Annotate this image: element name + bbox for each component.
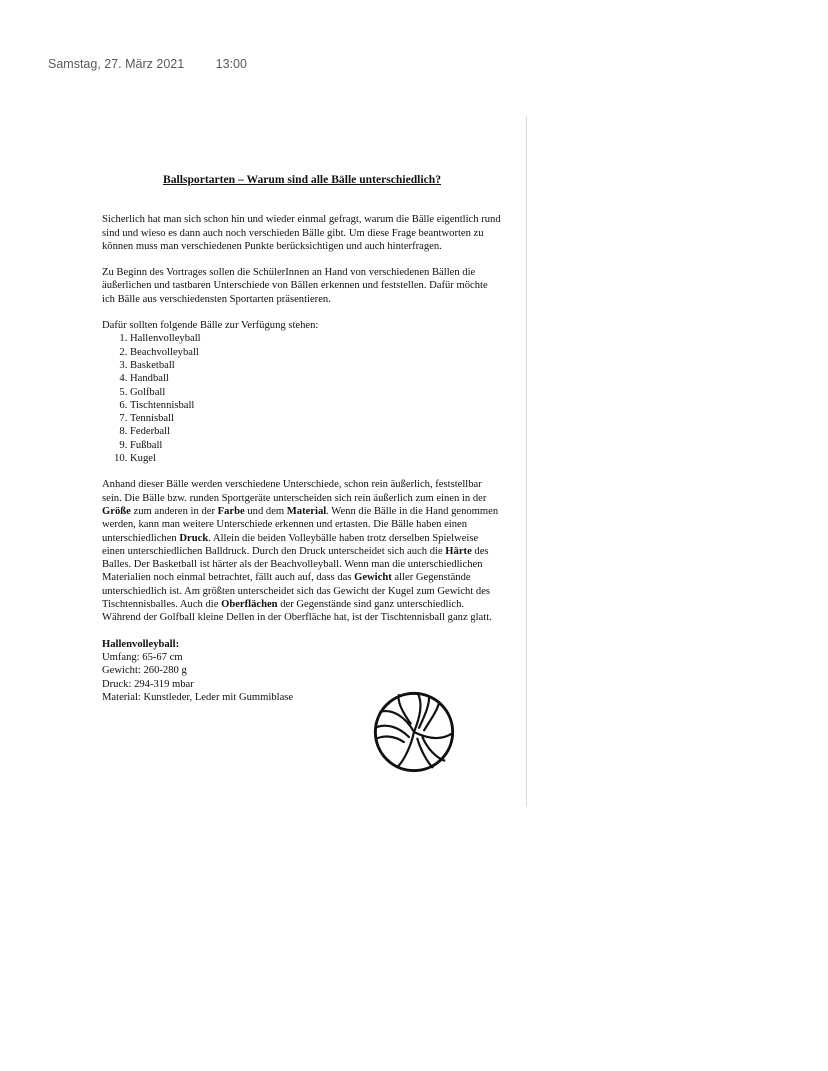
list-item: 3. Basketball <box>130 359 502 372</box>
list-item: 7. Tennisball <box>130 412 502 425</box>
page-divider <box>526 116 527 806</box>
list-item: 1. Hallenvolleyball <box>130 332 502 345</box>
paragraph-intro: Sicherlich hat man sich schon hin und wieder einmal gefragt, warum die Bälle eigentlich rund sind und wieso es dann auch noch verschieden Bälle gibt. Um diese Frage beantworten zu können muss man verschiedenen Punkte berücksichtigen und auch hinterfragen. <box>102 214 501 252</box>
paragraph-differences: Anhand dieser Bälle werden verschiedene Unterschiede, schon rein äußerlich, feststellbar sein. Die Bälle bzw. runden Sportgeräte unterscheiden sich rein äußerlich zum einen in der Größe zum anderen in der Farbe und dem Material. Wenn die Bälle in die Hand genommen werden, kann man weitere Unterschiede erkennen und ertasten. Die Bälle haben einen unterschiedlichen Druck. Allein die beiden Volleybälle haben trotz derselben Spielweise einen unterschiedlichen Balldruck. Durch den Druck unterscheidet sich auch die Härte des Balles. Der Basketball ist härter als der Beachvolleyball. Wenn man die unterschiedlichen Materialien noch einmal betrachtet, fällt auch auf, dass das Gewicht aller Gegenstände unterschiedlich ist. Am größten unterscheidet sich das Gewicht der Kugel zum Gewicht des Tischtennisballes. Auch die Oberflächen der Gegenstände sind ganz unterschiedlich. Während der Golfball kleine Dellen in der Oberfläche hat, ist der Tischtennisball ganz glatt. <box>102 479 499 624</box>
list-item: 9. Fußball <box>130 439 502 452</box>
list-item: 10. Kugel <box>130 452 502 465</box>
spec-material: Material: Kunstleder, Leder mit Gummiblase <box>102 691 294 703</box>
ball-list <box>102 332 502 465</box>
spec-heading: Hallenvolleyball: <box>102 638 180 650</box>
list-item: 4. Handball <box>130 372 502 385</box>
list-item: 5. Golfball <box>130 386 502 399</box>
ball-list-intro: Dafür sollten folgende Bälle zur Verfügung stehen: <box>102 320 319 332</box>
spec-gewicht: Gewicht: 260-280 g <box>102 665 187 677</box>
note-date: Samstag, 27. März 2021 <box>48 57 185 71</box>
volleyball-icon <box>372 690 456 774</box>
note-timestamp <box>48 57 247 71</box>
list-item: 6. Tischtennisball <box>130 399 502 412</box>
document-body <box>102 173 502 704</box>
paragraph-presentation: Zu Beginn des Vortrages sollen die SchülerInnen an Hand von verschiedenen Bällen die äußerlichen und tastbaren Unterschiede von Bällen erkennen und feststellen. Dafür möchte ich Bälle aus verschiedensten Sportarten präsentieren. <box>102 267 488 305</box>
spec-druck: Druck: 294-319 mbar <box>102 678 194 690</box>
note-time: 13:00 <box>215 57 247 71</box>
list-item: 8. Federball <box>130 425 502 438</box>
list-item: 2. Beachvolleyball <box>130 346 502 359</box>
document-title: Ballsportarten – Warum sind alle Bälle unterschiedlich? <box>162 173 442 186</box>
spec-umfang: Umfang: 65-67 cm <box>102 651 183 663</box>
